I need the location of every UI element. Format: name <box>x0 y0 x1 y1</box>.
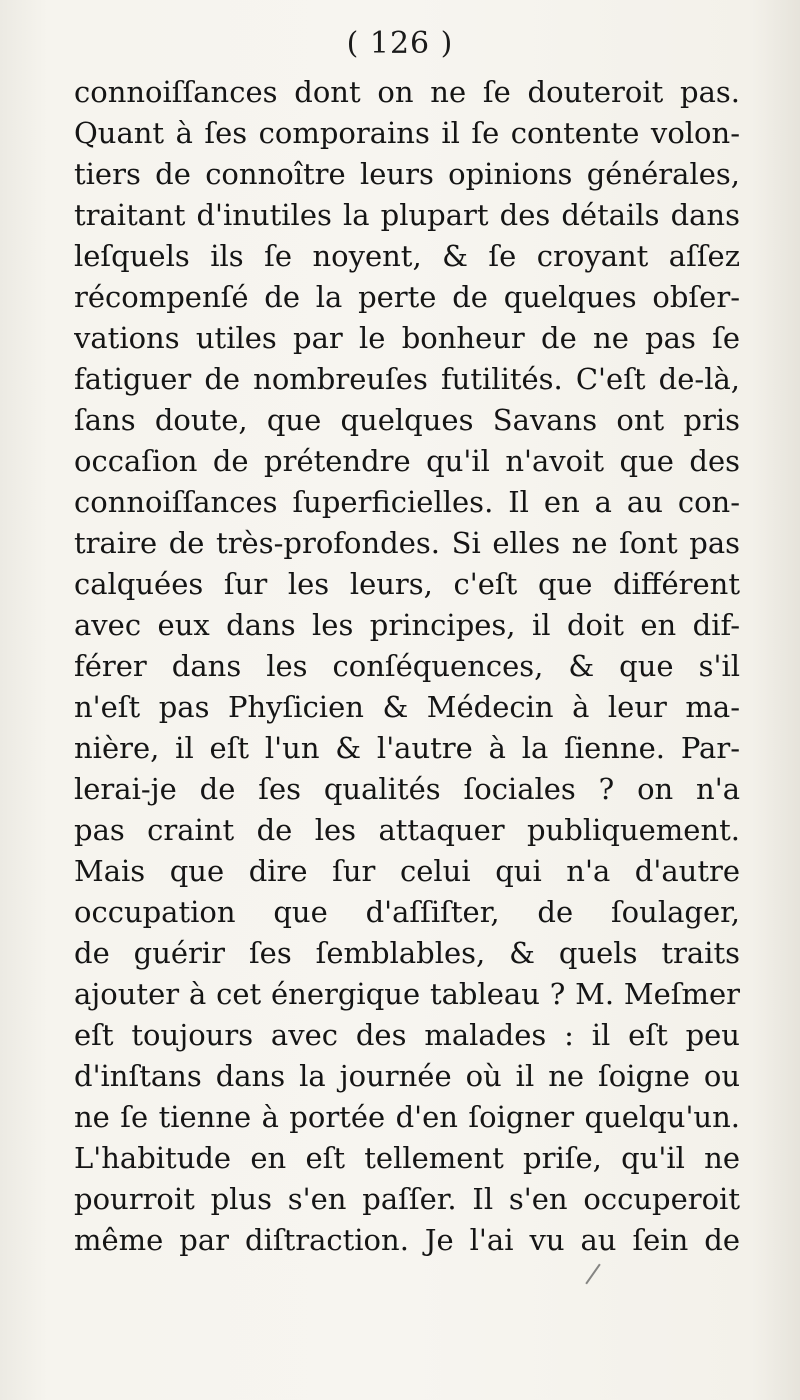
text-line: récompenſé de la perte de quelques obſer- <box>74 280 740 314</box>
body-text <box>74 72 740 1261</box>
text-line: tiers de connoître leurs opinions générales, <box>74 157 740 191</box>
text-line: connoiſſances dont on ne ſe douteroit pas. <box>74 75 740 109</box>
text-line: ajouter à cet énergique tableau ? M. Meſmer <box>74 977 740 1011</box>
text-line: lerai-je de ſes qualités ſociales ? on n'a <box>74 772 740 806</box>
text-line: fatiguer de nombreuſes futilités. C'eſt de-là, <box>74 362 740 396</box>
text-line: ſans doute, que quelques Savans ont pris <box>74 403 740 437</box>
text-line: avec eux dans les principes, il doit en dif- <box>74 608 740 642</box>
text-line: eſt toujours avec des malades : il eſt peu <box>74 1018 740 1052</box>
text-line: occupation que d'aſſiſter, de ſoulager, <box>74 895 740 929</box>
text-line: occaſion de prétendre qu'il n'avoit que des <box>74 444 740 478</box>
text-line: pourroit plus s'en paſſer. Il s'en occuperoit <box>74 1182 740 1216</box>
text-line: nière, il eſt l'un & l'autre à la ſienne. Par- <box>74 731 740 765</box>
text-line: pas craint de les attaquer publiquement. <box>74 813 740 847</box>
text-line: traitant d'inutiles la plupart des détails dans <box>74 198 740 232</box>
text-line: même par diſtraction. Je l'ai vu au ſein de <box>74 1223 740 1257</box>
text-line: leſquels ils ſe noyent, & ſe croyant aſſez <box>74 239 740 273</box>
text-line: L'habitude en eſt tellement priſe, qu'il ne <box>74 1141 740 1175</box>
text-line: Quant à ſes comporains il ſe contente volon- <box>74 116 740 150</box>
text-line: de guérir ſes ſemblables, & quels traits <box>74 936 740 970</box>
text-line: traire de très-profondes. Si elles ne ſont pas <box>74 526 740 560</box>
text-line: férer dans les conſéquences, & que s'il <box>74 649 740 683</box>
text-line: Mais que dire ſur celui qui n'a d'autre <box>74 854 740 888</box>
text-line: calquées ſur les leurs, c'eſt que différent <box>74 567 740 601</box>
text-line: vations utiles par le bonheur de ne pas ſe <box>74 321 740 355</box>
page-number: ( 126 ) <box>346 26 454 61</box>
ink-mark <box>585 1264 600 1285</box>
text-line: ne ſe tienne à portée d'en ſoigner quelqu'un. <box>74 1100 740 1134</box>
text-line: d'inſtans dans la journée où il ne ſoigne ou <box>74 1059 740 1093</box>
text-line: n'eſt pas Phyſicien & Médecin à leur ma- <box>74 690 740 724</box>
text-line: connoiſſances ſuperficielles. Il en a au con- <box>74 485 740 519</box>
